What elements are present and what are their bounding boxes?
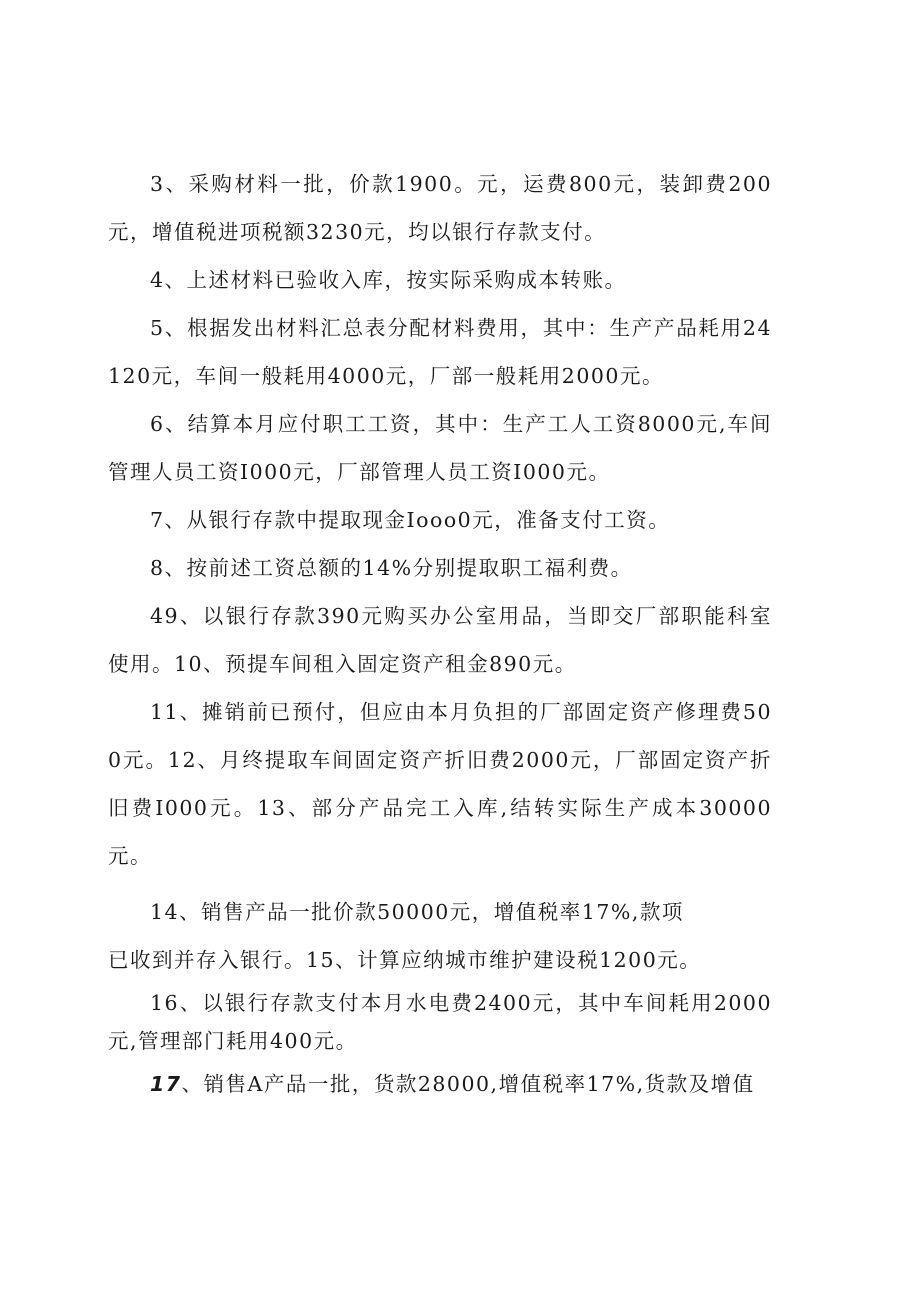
paragraph-text-17: 、销售A产品一批，货款28000,增值税率17%,货款及增值 [181, 1072, 755, 1096]
paragraph-item-4: 4、上述材料已验收入库，按实际采购成本转账。 [150, 268, 627, 292]
paragraph-item-6: 6、结算本月应付职工工资，其中：生产工人工资8000元,车间管理人员工资I000元，厂部管理人员工资I000元。 [108, 412, 772, 484]
paragraph-item-17 [108, 1060, 772, 1108]
paragraph-item-14-continued: 已收到并存入银行。15、计算应纳城市维护建设税1200元。 [108, 948, 702, 972]
paragraph-item-9-10: 49、以银行存款390元购买办公室用品，当即交厂部职能科室使用。10、预提车间租入固定资产租金890元。 [108, 604, 772, 676]
paragraph-item-7: 7、从银行存款中提取现金Iooo0元，准备支付工资。 [150, 508, 671, 532]
paragraph-item-14: 14、销售产品一批价款50000元，增值税率17%,款项 [150, 900, 684, 924]
paragraph-number-17: 17 [150, 1072, 182, 1096]
paragraph-item-11-13: 11、摊销前已预付，但应由本月负担的厂部固定资产修理费500元。12、月终提取车间固定资产折旧费2000元，厂部固定资产折旧费I000元。13、部分产品完工入库,结转实际生产成本30000元。 [108, 700, 772, 868]
paragraph-item-5: 5、根据发出材料汇总表分配材料费用，其中：生产产品耗用24120元，车间一般耗用4000元，厂部一般耗用2000元。 [108, 316, 772, 388]
document-body [108, 160, 772, 1108]
paragraph-item-3: 3、采购材料一批，价款1900。元，运费800元，装卸费200元，增值税进项税额3230元，均以银行存款支付。 [108, 172, 772, 244]
paragraph-item-16: 16、以银行存款支付本月水电费2400元，其中车间耗用2000元,管理部门耗用400元。 [108, 991, 772, 1053]
paragraph-item-8: 8、按前述工资总额的14%分别提取职工福利费。 [150, 556, 633, 580]
